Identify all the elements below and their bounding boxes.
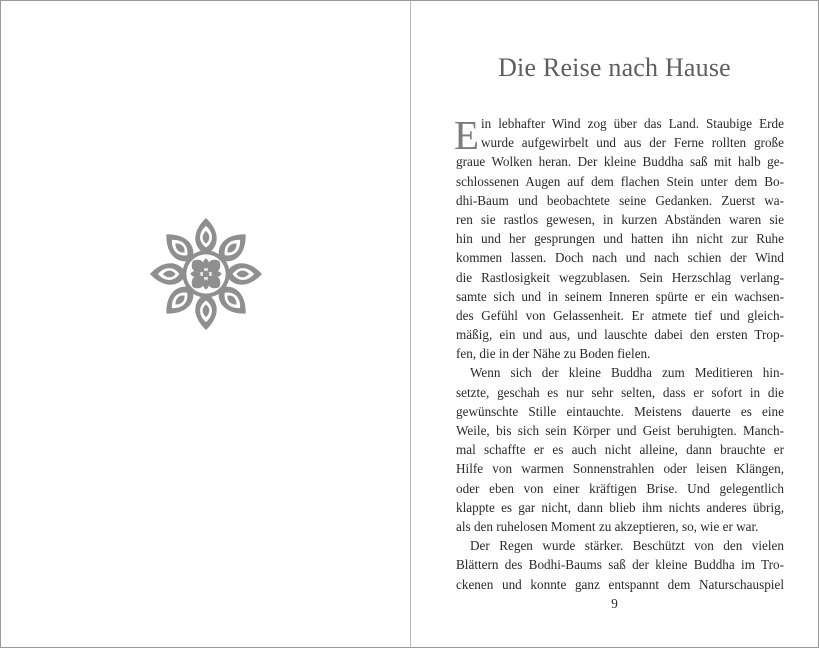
text-line: gewünschte Stille eintauchte. Meistens dauerte es eine xyxy=(456,403,784,419)
text-line: klappte es gar nicht, dann blieb ihm nichts anderes übrig, xyxy=(456,499,784,515)
text-line: die Rastlosigkeit wegzublasen. Sein Herzschlag verlang- xyxy=(456,269,784,285)
text-line: wurde aufgewirbelt und aus der Ferne rollten große xyxy=(481,135,784,151)
right-page xyxy=(411,1,818,647)
text-line: ren sie rastlos gewesen, in kurzen Abständen waren sie xyxy=(456,211,784,227)
text-line: fen, die in der Nähe zu Boden fielen. xyxy=(456,346,651,362)
text-line: Blättern des Bodhi-Baums saß der kleine Buddha im Tro- xyxy=(456,557,784,573)
text-line: in lebhafter Wind zog über das Land. Staubige Erde xyxy=(481,116,784,131)
text-line: graue Wolken heran. Der kleine Buddha saß mit halb ge- xyxy=(456,154,784,170)
text-line: Hilfe von warmen Sonnenstrahlen oder leisen Klängen, xyxy=(456,461,784,477)
text-line: oder eben von einer kräftigen Brise. Und gelegentlich xyxy=(456,480,784,496)
paragraph xyxy=(456,363,784,536)
body-text xyxy=(456,114,784,594)
text-line: Weile, bis sich sein Körper und Geist beruhigten. Manch- xyxy=(456,423,784,438)
text-line: dhi-Baum und beobachtete seine Gedanken. Zuerst wa- xyxy=(456,192,784,208)
chapter-title: Die Reise nach Hause xyxy=(498,53,731,82)
page-number: 9 xyxy=(611,596,618,611)
lotus-mandala-icon xyxy=(147,215,265,333)
text-line: Der Regen wurde stärker. Beschützt von den vielen xyxy=(470,538,784,554)
paragraph xyxy=(456,114,784,363)
text-line: als den ruhelosen Moment zu akzeptieren, so, wie er war. xyxy=(456,518,759,534)
text-line: samte sich und in seinem Inneren spürte er ein wachsen- xyxy=(456,288,784,304)
text-line: kommen lassen. Doch nach und nach schien der Wind xyxy=(456,250,784,266)
text-line: mäßig, ein und aus, und lauschte dabei den ersten Trop- xyxy=(456,327,784,343)
text-line: hin und her gesprungen und hatten ihn nicht zur Ruhe xyxy=(456,231,784,247)
text-line: mal schaffte er es auch nicht alleine, dann brauchte er xyxy=(456,442,784,458)
text-line: Wenn sich der kleine Buddha zum Meditieren hin- xyxy=(470,365,784,381)
text-line: setzte, geschah es nur sehr selten, dass er sofort in die xyxy=(456,384,784,400)
text-line: schlossenen Augen auf dem flachen Stein unter dem Bo- xyxy=(456,173,784,189)
drop-cap: E xyxy=(454,112,480,158)
text-line: des Gefühl von Gelassenheit. Er atmete tief und gleich- xyxy=(456,307,784,323)
text-line: ckenen und konnte ganz entspannt dem Naturschauspiel xyxy=(456,576,784,592)
paragraph xyxy=(456,536,784,594)
